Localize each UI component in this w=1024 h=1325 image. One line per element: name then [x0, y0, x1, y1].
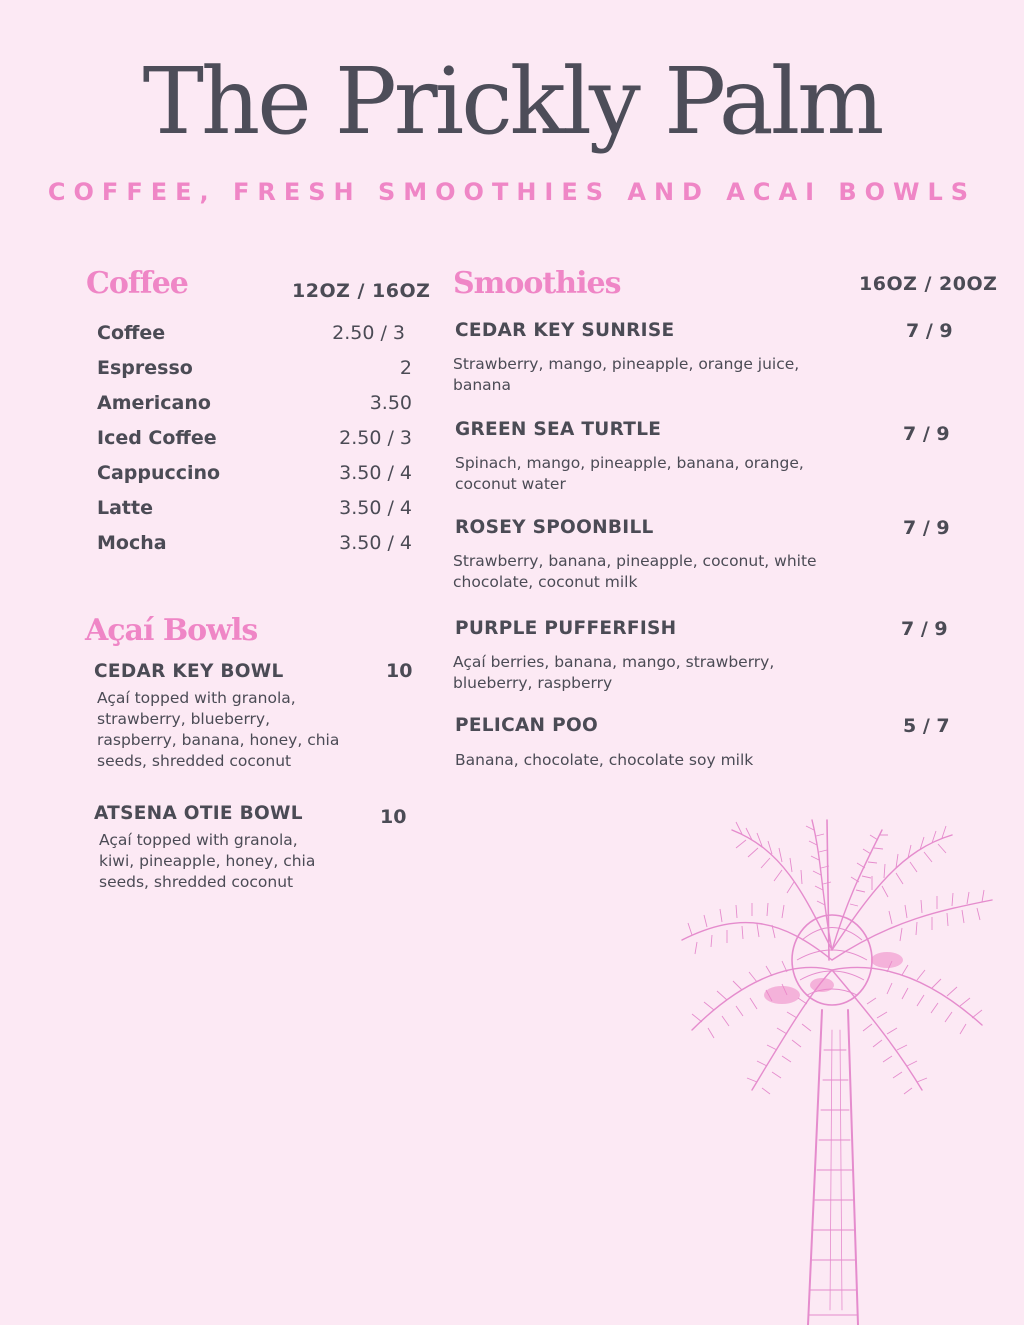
coffee-item-name: Latte — [97, 497, 153, 519]
acai-section-title: Açaí Bowls — [85, 613, 258, 648]
menu-subtitle: COFFEE, FRESH SMOOTHIES AND ACAI BOWLS — [47, 178, 977, 206]
coffee-list — [97, 319, 412, 564]
coffee-item-name: Mocha — [97, 532, 167, 554]
coffee-item-price: 3.50 — [369, 392, 412, 414]
smoothie-item-price: 5 / 7 — [903, 715, 950, 737]
smoothie-item-description: Açaí berries, banana, mango, strawberry, blueberry, raspberry — [453, 653, 775, 692]
smoothie-item-description: Banana, chocolate, chocolate soy milk — [455, 751, 754, 769]
smoothie-item-price: 7 / 9 — [903, 423, 950, 445]
acai-item-description: Açaí topped with granola, kiwi, pineapple, honey, chia seeds, shredded coconut — [99, 831, 316, 891]
acai-item-price: 10 — [386, 660, 413, 682]
smoothie-item-price: 7 / 9 — [906, 320, 953, 342]
acai-item-name: ATSENA OTIE BOWL — [94, 803, 303, 824]
coffee-item-name: Americano — [97, 392, 211, 414]
coffee-sizes-heading: 12OZ / 16OZ — [292, 280, 431, 302]
smoothie-item-name: PURPLE PUFFERFISH — [455, 618, 677, 639]
coffee-item-price: 3.50 / 4 — [339, 532, 412, 554]
acai-item-price: 10 — [380, 806, 407, 828]
smoothie-item-price: 7 / 9 — [901, 618, 948, 640]
smoothie-item-name: ROSEY SPOONBILL — [455, 517, 654, 538]
smoothie-item-name: GREEN SEA TURTLE — [455, 419, 662, 440]
smoothie-item-price: 7 / 9 — [903, 517, 950, 539]
smoothie-item-description: Strawberry, banana, pineapple, coconut, white chocolate, coconut milk — [453, 552, 817, 591]
coffee-item-price: 2.50 / 3 — [339, 427, 412, 449]
coffee-item-price: 2 — [399, 357, 412, 379]
smoothie-item-description: Spinach, mango, pineapple, banana, orange, coconut water — [455, 454, 804, 493]
menu-title: The Prickly Palm — [142, 48, 882, 155]
coffee-item-name: Espresso — [97, 357, 193, 379]
acai-item-name: CEDAR KEY BOWL — [94, 661, 284, 682]
coffee-item — [97, 319, 412, 354]
coffee-item — [97, 494, 412, 529]
coffee-item-price: 3.50 / 4 — [339, 462, 412, 484]
smoothies-section-title: Smoothies — [453, 266, 621, 301]
coffee-item — [97, 529, 412, 564]
palm-tree-illustration — [672, 810, 1002, 1325]
coffee-item-name: Coffee — [97, 322, 166, 344]
smoothies-sizes-heading: 16OZ / 20OZ — [859, 273, 998, 295]
coffee-item-name: Cappuccino — [97, 462, 221, 484]
coffee-section-title: Coffee — [86, 266, 188, 301]
coffee-item — [97, 459, 412, 494]
coffee-item — [97, 389, 412, 424]
coffee-item-price: 3.50 / 4 — [339, 497, 412, 519]
smoothie-item-name: PELICAN POO — [455, 715, 598, 736]
smoothie-item-description: Strawberry, mango, pineapple, orange juice, banana — [453, 355, 800, 394]
coffee-item — [97, 354, 412, 389]
coffee-item-price: 2.50 / 3 — [332, 322, 405, 344]
acai-item-description: Açaí topped with granola, strawberry, blueberry, raspberry, banana, honey, chia seeds, shredded coconut — [97, 689, 340, 770]
coffee-item — [97, 424, 412, 459]
coffee-item-name: Iced Coffee — [97, 427, 217, 449]
smoothie-item-name: CEDAR KEY SUNRISE — [455, 320, 675, 341]
